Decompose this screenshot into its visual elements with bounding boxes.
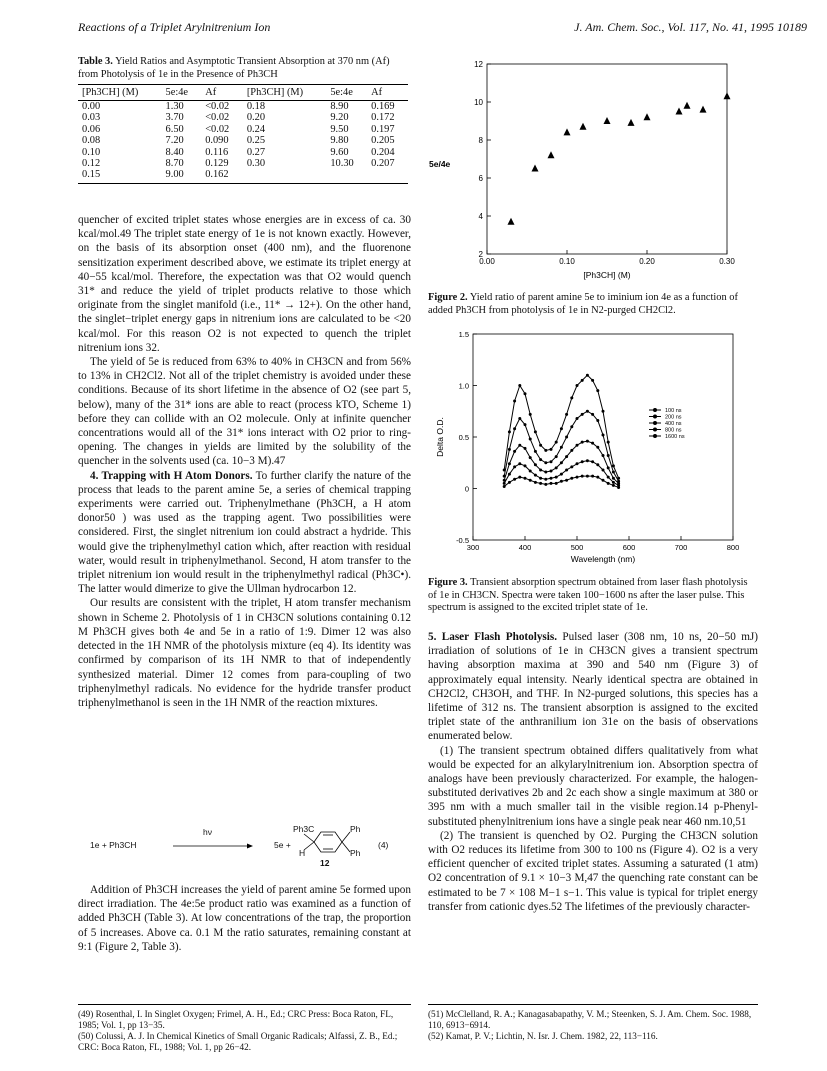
paragraph: quencher of excited triplet states whose energies are in excess of ca. 30 kcal/mol.49 The triplet state energy of 1e is not known exactly. However, on the basis of its absorption onset (400 nm), and the fluorenone sensitization experiment described above, we estimate its triplet energy at 40−55 kcal/mol. Therefore, the expectation was that O2 would quench 31* and reduce the yield of triplet products relative to those which originate from the singlet manifold (i.e., 11* → 12+). On the other hand, the singlet−triplet energy gaps in nitrenium ions are calculated to be <20 kcal/mol. For this reason O2 is not expected to quench the triplet nitrenium ions 32.: [78, 214, 411, 354]
table-cell: 0.03: [82, 112, 101, 124]
legend-marker: [653, 408, 657, 412]
data-point: [580, 123, 587, 130]
data-point: [518, 462, 521, 465]
running-title: Reactions of a Triplet Arylnitrenium Ion: [78, 20, 271, 34]
table-cell: [326, 169, 367, 183]
data-point: [570, 449, 573, 452]
legend-marker: [653, 421, 657, 425]
table-cell: 1.30: [165, 101, 184, 112]
data-point: [539, 458, 542, 461]
data-point: [529, 456, 532, 459]
table-row: [78, 169, 408, 183]
table-cell: [367, 169, 408, 183]
data-point: [581, 475, 584, 478]
data-point: [534, 450, 537, 453]
table-cell: 0.15: [78, 169, 162, 183]
figure2-caption: [428, 292, 758, 317]
y-tick-label: 0: [464, 484, 469, 494]
y-axis-label: 5e/4e: [429, 159, 451, 169]
data-point: [591, 442, 594, 445]
table-row: [78, 158, 408, 169]
data-point: [548, 151, 555, 158]
table-cell: 0.172: [371, 112, 395, 124]
x-tick-label: 600: [622, 543, 636, 552]
paragraph: The yield of 5e is reduced from 63% to 40% in CH3CN and from 56% to 13% in CH2Cl2. Not all of the triplet chemistry is avoided under these conditions. Because of its short lifetime in the absence of O2 (see part 5, below), many of the 31* ions are able to react (process kTO, Scheme 1) before they can collide with an O2 molecule. Only at infinite quencher concentrations would all of the 31* ions interact with O2 prior to ring-opening. The changes in yields are limited by the solubility of the quencher in the solvents used (ca. 10−3 M).47: [78, 356, 411, 468]
table-header-row: [78, 85, 408, 101]
table-cell: 0.204: [371, 146, 395, 158]
data-point: [544, 483, 547, 486]
data-point: [644, 113, 651, 120]
table3-label: Table 3.: [78, 56, 113, 67]
section-heading: 5. Laser Flash Photolysis.: [428, 631, 558, 643]
table-cell: 0.12: [82, 158, 101, 170]
data-point: [508, 218, 515, 225]
data-point: [607, 482, 610, 485]
data-point: [586, 475, 589, 478]
x-tick-label: 400: [518, 543, 532, 552]
table-cell: 9.20: [330, 112, 349, 124]
figure2-label: Figure 2.: [428, 292, 468, 303]
data-point: [565, 468, 568, 471]
data-point: [596, 446, 599, 449]
data-point: [560, 473, 563, 476]
footnote: (50) Colussi, A. J. In Chemical Kinetics of Small Organic Radicals; Alfassi, Z. B., Ed.; CRC: Boca Raton, FL, 1988; Vol. 1, pp 26−42.: [78, 1031, 398, 1052]
data-point: [508, 473, 511, 476]
table-row: [78, 124, 408, 135]
data-point: [612, 464, 615, 467]
data-point: [524, 477, 527, 480]
table-cell: 0.24: [246, 123, 266, 135]
data-point: [503, 482, 506, 485]
eq-compound-number: 12: [320, 858, 330, 868]
table-cell: 6.50: [165, 123, 184, 135]
table-cell: 0.162: [201, 169, 243, 183]
data-point: [555, 476, 558, 479]
figure3-chart: [425, 326, 755, 574]
x-tick-label: 700: [674, 543, 688, 552]
table-cell: 9.80: [330, 135, 349, 147]
data-point: [607, 441, 610, 444]
data-point: [518, 444, 521, 447]
data-point: [513, 465, 516, 468]
x-tick-label: 0.20: [639, 257, 655, 266]
data-point: [570, 425, 573, 428]
dimer-structure: [300, 828, 355, 856]
data-point: [596, 389, 599, 392]
data-point: [539, 482, 542, 485]
data-point: [539, 468, 542, 471]
data-point: [591, 460, 594, 463]
figure2-caption-text: Yield ratio of parent amine 5e to iminium ion 4e as a function of added Ph3CH from photolysis of 1e in N2-purged CH2Cl2.: [428, 292, 738, 316]
col-header: Af: [201, 85, 243, 101]
table-cell: 0.27: [246, 146, 266, 158]
data-point: [529, 438, 532, 441]
x-tick-label: 0.10: [559, 257, 575, 266]
footnote-rule: [428, 1004, 758, 1005]
data-point: [591, 379, 594, 382]
data-point: [555, 455, 558, 458]
data-point: [524, 392, 527, 395]
table-cell: 7.20: [165, 135, 184, 147]
data-point: [513, 478, 516, 481]
table-cell: 8.70: [165, 158, 184, 170]
table3-caption: [78, 56, 410, 81]
table-cell: 0.207: [371, 158, 395, 170]
table-cell: 9.00: [162, 169, 202, 183]
table3-caption-text: Yield Ratios and Asymptotic Transient Absorption at 370 nm (Af) from Photolysis of 1e in the Presence of Ph3CH: [78, 56, 390, 80]
paragraph: Pulsed laser (308 nm, 10 ns, 20−50 mJ) irradiation of solutions of 1e in CH3CN gives a transient spectrum having absorption maxima at 390 and 540 nm (Figure 3) of approximately equal intensity. Nearly identical spectra are obtained in CH2Cl2, CH3OH, and THF. In N2-purged solutions, this species has a lifetime of 312 ns. The transient absorption is assigned to the excited triplet state of the anthranilium ion 31e on the basis of observations enumerated below.: [428, 631, 758, 743]
x-tick-label: 300: [466, 543, 480, 552]
y-tick-label: 6: [478, 174, 483, 183]
equation-4: [78, 818, 411, 868]
legend-label: 800 ns: [665, 427, 682, 434]
journal-citation: J. Am. Chem. Soc., Vol. 117, No. 41, 1995 10189: [574, 20, 807, 34]
table-cell: 10.30: [330, 158, 354, 170]
paragraph: Addition of Ph3CH increases the yield of parent amine 5e formed upon direct irradiation. The 4e:5e product ratio was examined as a function of added Ph3CH (Table 3). At low concentrations of the trap, the proportion of 5 increases. Above ca. 0.1 M the ratio saturates, remaining constant at 9:1 (Figure 2, Table 3).: [78, 884, 411, 953]
figure3-label: Figure 3.: [428, 577, 468, 588]
data-point: [534, 474, 537, 477]
data-point: [550, 469, 553, 472]
plot-frame: [487, 64, 727, 254]
y-tick-label: 4: [478, 212, 483, 221]
legend-marker: [653, 434, 657, 438]
data-point: [524, 464, 527, 467]
table-row: [78, 112, 408, 123]
y-tick-label: 1.0: [458, 381, 469, 391]
table-cell: 9.50: [330, 123, 349, 135]
data-point: [612, 484, 615, 487]
x-tick-label: 0.00: [479, 257, 495, 266]
data-point: [513, 450, 516, 453]
data-point: [628, 119, 635, 126]
data-point: [518, 476, 521, 479]
table-cell: 0.18: [246, 101, 266, 112]
table-cell: 0.197: [371, 123, 395, 135]
data-point: [570, 396, 573, 399]
footnote-rule: [78, 1004, 411, 1005]
eq-h: H: [299, 848, 306, 858]
table-cell: 3.70: [165, 112, 184, 124]
data-point: [524, 447, 527, 450]
data-point: [602, 454, 605, 457]
data-point: [550, 482, 553, 485]
data-point: [508, 462, 511, 465]
y-tick-label: 10: [474, 98, 483, 107]
eq-product: 5e +: [274, 840, 291, 850]
table3: [78, 84, 408, 184]
data-point: [596, 463, 599, 466]
x-tick-label: 500: [570, 543, 584, 552]
data-point: [617, 486, 620, 489]
eq-hv: hν: [203, 827, 212, 837]
table-cell: 0.116: [205, 146, 229, 158]
data-point: [602, 433, 605, 436]
table-row: [78, 135, 408, 146]
table-cell: 0.20: [246, 112, 266, 124]
col-header: [Ph3CH] (M): [243, 85, 327, 101]
paragraph: To further clarify the nature of the process that leads to the parent amine 5e, a series of chemical trapping experiments were carried out. Triphenylmethane (Ph3CH, a H atom donor50 ) was used as the trapping agent. Two possibilities were considered. First, the singlet nitrenium ion could abstract a hydride. This would give the triphenylmethyl cation which, after reaction with residual water, would result in triphenylmethanol. Second, H atom transfer to the triplet nitrenium ion would result in the triphenylmethyl radical (Ph3C•). The latter would dimerize to give the Ullman hydrocarbon 12.: [78, 469, 411, 596]
data-point: [539, 444, 542, 447]
y-tick-label: 12: [474, 60, 483, 69]
data-point: [529, 413, 532, 416]
reaction-arrow: [173, 842, 253, 850]
col-header: [Ph3CH] (M): [78, 85, 162, 101]
data-point: [576, 462, 579, 465]
x-axis-label: Wavelength (nm): [570, 554, 636, 564]
data-point: [612, 477, 615, 480]
data-point: [602, 410, 605, 413]
data-point: [676, 108, 683, 115]
legend-label: 200 ns: [665, 414, 682, 421]
x-tick-label: 800: [726, 543, 740, 552]
data-point: [560, 446, 563, 449]
paragraph: Our results are consistent with the triplet, H atom transfer mechanism shown in Scheme 2. Photolysis of 1 in CH3CN solutions containing 0.12 M Ph3CH gives both 4e and 5e in a ratio of 1:9. Dimer 12 was also detected in the 1H NMR of the photolysis mixture (eq 4). Its identity was confirmed by comparison of its 1H NMR to that of independently synthesized material. Dimer 12 comes from para-coupling of two triphenylmethyl radicals. No evidence for the hydride transfer product triphenylmethanol is seen in the 1H NMR of the reaction mixtures.: [78, 597, 411, 709]
data-point: [591, 475, 594, 478]
paragraph: (1) The transient spectrum obtained differs qualitatively from what would be expected for an alkylarylnitrenium ion. Absorption spectra of analogs have been previously characterized. For example, the halogen-substituted derivatives 2b and 2c each show a single maximum at 380 or 395 nm with a much smaller tail in the visible region.14 p-Phenyl-substituted phenylnitrenium ions have a single peak near 460 nm.10,51: [428, 744, 758, 828]
eq-ph3c: Ph3C: [293, 824, 315, 834]
data-point: [524, 423, 527, 426]
data-point: [586, 410, 589, 413]
data-point: [532, 165, 539, 172]
data-point: [576, 444, 579, 447]
data-point: [576, 417, 579, 420]
data-point: [555, 482, 558, 485]
y-tick-label: 2: [478, 250, 483, 259]
data-point: [534, 463, 537, 466]
data-point: [508, 481, 511, 484]
eq-reactant: 1e + Ph3CH: [90, 840, 137, 850]
data-point: [550, 477, 553, 480]
table-row: [78, 101, 408, 113]
table-cell: 8.90: [330, 101, 349, 112]
table-cell: 0.30: [246, 158, 266, 170]
table-cell: <0.02: [205, 101, 230, 112]
legend-label: 400 ns: [665, 421, 682, 427]
data-point: [570, 477, 573, 480]
data-point: [602, 468, 605, 471]
eq-number: (4): [378, 840, 389, 850]
data-point: [503, 485, 506, 488]
data-point: [586, 440, 589, 443]
data-point: [576, 476, 579, 479]
eq-ph-bottom: Ph: [350, 848, 361, 858]
section-heading: 4. Trapping with H Atom Donors.: [90, 469, 253, 482]
data-point: [550, 460, 553, 463]
figure3-caption-text: Transient absorption spectrum obtained from laser flash photolysis of 1e in CH3CN. Spectra were taken 100−1600 ns after the laser pulse. This spectrum is assigned to the excited triplet state of 1e.: [428, 577, 748, 613]
footnote: (52) Kamat, P. V.; Lichtin, N. Isr. J. Chem. 1982, 22, 113−116.: [428, 1031, 658, 1041]
table-cell: 0.10: [82, 146, 101, 158]
table3-body: [78, 101, 408, 184]
data-point: [581, 460, 584, 463]
x-axis-label: [Ph3CH] (M): [583, 270, 631, 280]
left-column: [78, 213, 411, 710]
data-point: [581, 379, 584, 382]
data-point: [555, 441, 558, 444]
data-point: [581, 441, 584, 444]
figure2-chart: [425, 56, 755, 289]
data-point: [607, 476, 610, 479]
table-cell: 8.40: [165, 146, 184, 158]
data-point: [529, 469, 532, 472]
data-point: [560, 461, 563, 464]
data-point: [513, 399, 516, 402]
left-column-continued: [78, 883, 411, 954]
data-point: [544, 478, 547, 481]
y-axis-label: Delta O.D.: [435, 417, 445, 457]
table-cell: 0.169: [371, 101, 395, 112]
table-cell: [243, 169, 327, 183]
eq-ph-top: Ph: [350, 824, 361, 834]
plot-frame: [473, 334, 733, 540]
table-cell: 0.205: [371, 135, 395, 147]
data-point: [607, 466, 610, 469]
data-point: [508, 430, 511, 433]
legend-marker: [653, 428, 657, 432]
data-point: [555, 466, 558, 469]
table-row: [78, 147, 408, 158]
footnotes-right: [428, 1009, 758, 1042]
data-point: [565, 479, 568, 482]
col-header: 5e:4e: [326, 85, 367, 101]
legend-label: 1600 ns: [665, 434, 685, 440]
data-point: [508, 448, 511, 451]
paragraph: (2) The transient is quenched by O2. Purging the CH3CN solution with O2 reduces its lifetime from 300 to 100 ns (Figure 4). O2 is a very efficient quencher of excited triplet states. Assuming a saturated (1 atm) O2 concentration of 9.1 × 10−3 M,47 the quenching rate constant can be estimated to be 7 × 108 M−1 s−1. This value is typical for triplet energy transfer from cationic dyes.52 The lifetimes of the previously character-: [428, 829, 758, 913]
data-point: [604, 117, 611, 124]
table-cell: 0.08: [82, 135, 101, 147]
table-cell: <0.02: [205, 112, 230, 124]
table-cell: 0.06: [82, 123, 101, 135]
y-tick-label: 1.5: [458, 330, 469, 339]
data-point: [560, 427, 563, 430]
data-point: [529, 479, 532, 482]
data-point: [612, 481, 615, 484]
data-point: [518, 384, 521, 387]
col-header: Af: [367, 85, 408, 101]
data-point: [518, 417, 521, 420]
data-point: [612, 471, 615, 474]
data-point: [581, 413, 584, 416]
data-point: [602, 479, 605, 482]
y-tick-label: 8: [478, 136, 483, 145]
data-point: [539, 477, 542, 480]
y-tick-label: 0.5: [458, 433, 469, 442]
right-column: [428, 630, 758, 914]
footnote: (51) McClelland, R. A.; Kanagasabapathy, V. M.; Steenken, S. J. Am. Chem. Soc. 1988, 110, 6913−6914.: [428, 1009, 752, 1030]
footnotes-left: [78, 1009, 411, 1053]
data-point: [513, 427, 516, 430]
footnote: (49) Rosenthal, I. In Singlet Oxygen; Frimel, A. H., Ed.; CRC Press: Boca Raton, FL, 1985; Vol. 1, pp 13−35.: [78, 1009, 394, 1030]
table-cell: 0.00: [82, 101, 101, 112]
data-point: [560, 480, 563, 483]
legend-label: 100 ns: [665, 408, 682, 414]
data-point: [565, 455, 568, 458]
data-point: [544, 461, 547, 464]
data-point: [596, 419, 599, 422]
data-point: [570, 465, 573, 468]
data-point: [534, 481, 537, 484]
table-cell: 9.60: [330, 146, 349, 158]
figure3-caption: [428, 577, 758, 615]
data-point: [700, 106, 707, 113]
data-point: [550, 448, 553, 451]
data-point: [544, 471, 547, 474]
data-point: [586, 459, 589, 462]
data-point: [544, 449, 547, 452]
data-point: [564, 128, 571, 135]
data-point: [565, 436, 568, 439]
col-header: 5e:4e: [162, 85, 202, 101]
data-point: [565, 413, 568, 416]
table-cell: 0.25: [246, 135, 266, 147]
data-point: [596, 476, 599, 479]
data-point: [534, 430, 537, 433]
table-cell: 0.129: [205, 158, 229, 170]
data-point: [724, 92, 731, 99]
data-point: [586, 374, 589, 377]
data-point: [684, 102, 691, 109]
data-point: [591, 413, 594, 416]
table-cell: <0.02: [205, 123, 230, 135]
data-point: [607, 454, 610, 457]
table-cell: 0.090: [205, 135, 229, 147]
y-tick-label: -0.5: [456, 536, 469, 545]
legend-marker: [653, 415, 657, 419]
data-point: [576, 384, 579, 387]
x-tick-label: 0.30: [719, 257, 735, 266]
